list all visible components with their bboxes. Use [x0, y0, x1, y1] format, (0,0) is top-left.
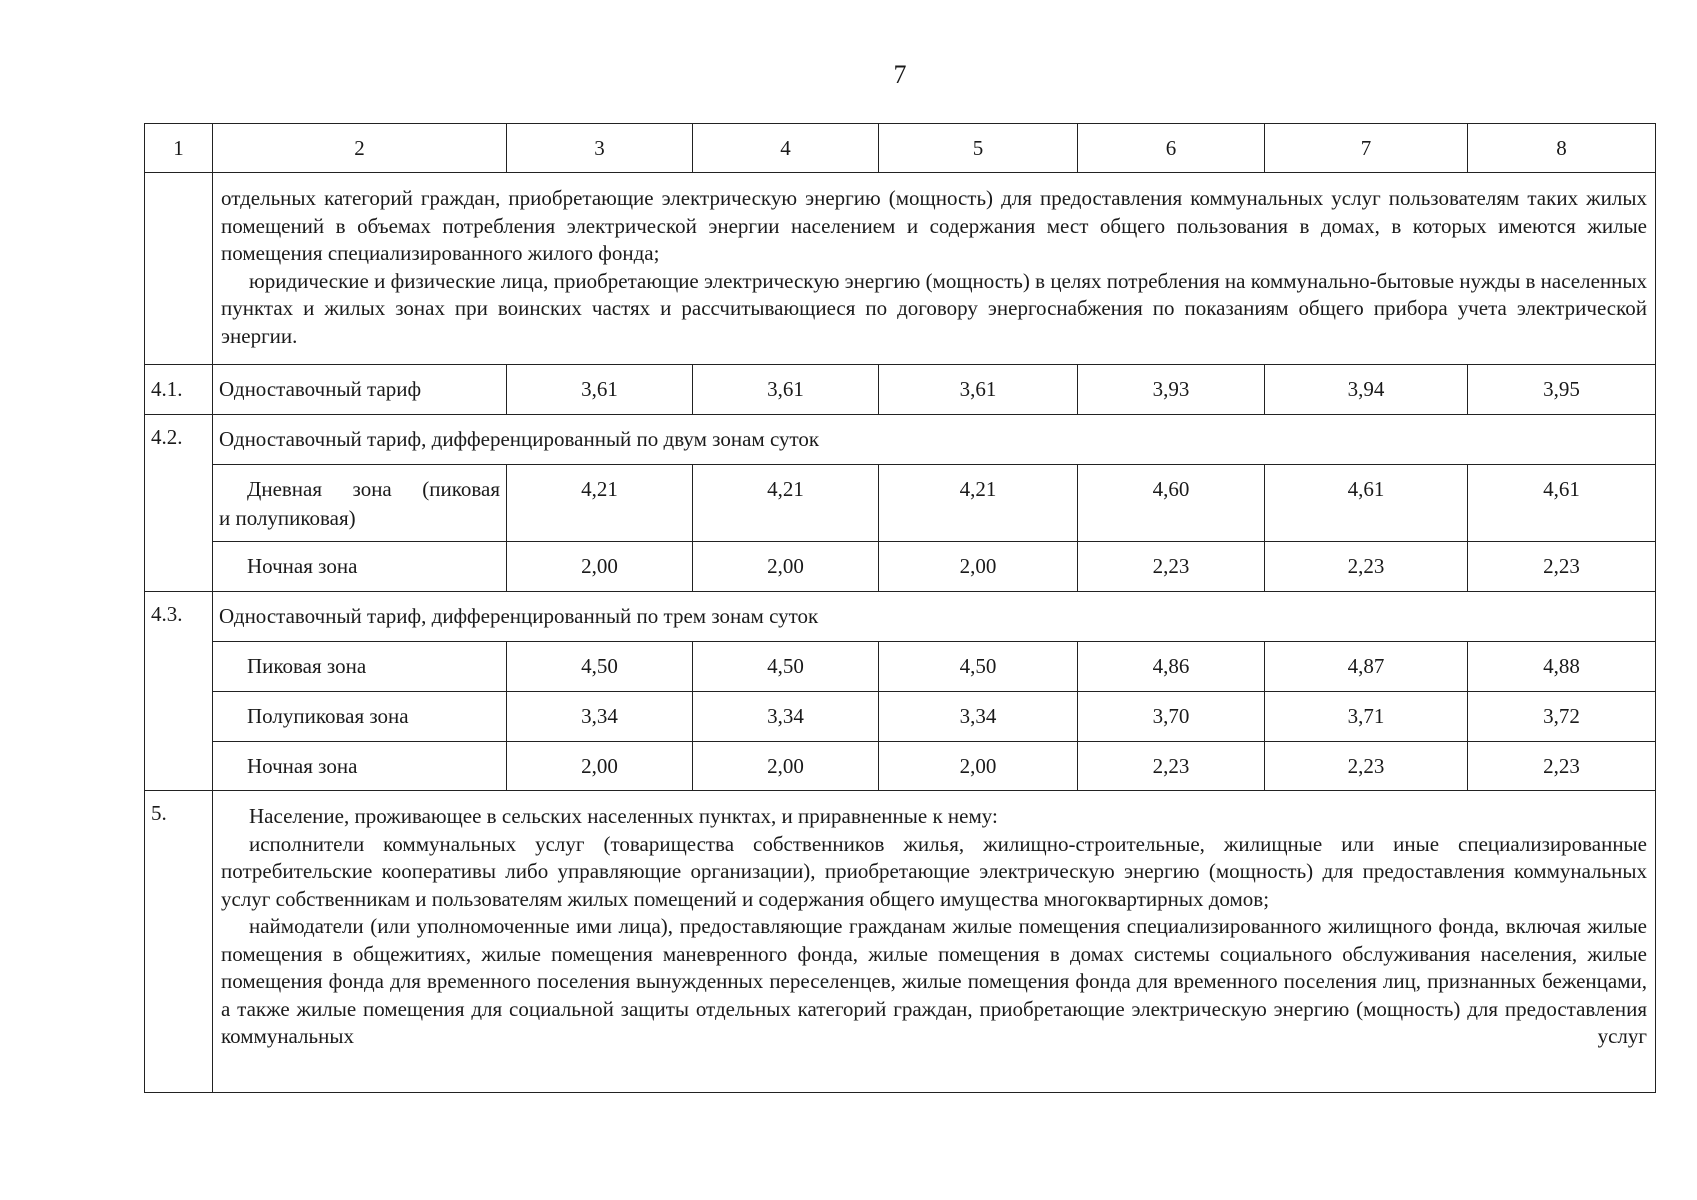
row-4-2-night [145, 542, 1656, 592]
tariff-value: 3,34 [879, 692, 1078, 742]
row-number: 5. [145, 791, 213, 1093]
tariff-value: 3,71 [1265, 692, 1468, 742]
zone-label-half-peak: Полупиковая зона [213, 692, 507, 742]
tariff-value: 3,95 [1468, 365, 1656, 415]
tariff-value: 2,23 [1078, 542, 1265, 592]
row-4-3-night [145, 742, 1656, 791]
tariff-value: 2,23 [1265, 742, 1468, 791]
tariff-value: 3,72 [1468, 692, 1656, 742]
row-4-3-half-peak [145, 692, 1656, 742]
row-4-3 [145, 592, 1656, 642]
tariff-value: 2,23 [1265, 542, 1468, 592]
tariff-value: 2,00 [507, 742, 693, 791]
header-cell: 1 [145, 124, 213, 173]
tariff-value: 3,34 [693, 692, 879, 742]
tariff-value: 3,94 [1265, 365, 1468, 415]
row-5-paragraph: исполнители коммунальных услуг (товарищества собственников жилья, жилищно-строительные, жилищные или иные специализированные потребительские кооперативы либо управляющие организации), приобретающие электрическую энергию (мощность) для предоставления коммунальных услуг собственникам и пользователям жилых помещений и содержания общего имущества многоквартирных домов; [221, 831, 1647, 911]
tariff-value: 4,21 [693, 465, 879, 542]
header-cell: 2 [213, 124, 507, 173]
header-cell: 6 [1078, 124, 1265, 173]
row-4-2 [145, 415, 1656, 465]
row-number: 4.1. [145, 365, 213, 415]
zone-label-day [213, 465, 507, 542]
tariff-value: 2,00 [507, 542, 693, 592]
continuation-paragraph: отдельных категорий граждан, приобретающие электрическую энергию (мощность) для предоставления коммунальных услуг пользователям таких жилых помещений в объемах потребления электрической энергии населением и содержания мест общего пользования в домах, в которых имеются жилые помещения специализированного жилого фонда; [221, 186, 1647, 265]
zone-label-peak: Пиковая зона [213, 642, 507, 692]
row-label: Одноставочный тариф [213, 365, 507, 415]
tariff-value: 2,23 [1468, 542, 1656, 592]
tariff-value: 2,23 [1468, 742, 1656, 791]
row-5-text-cell [213, 791, 1656, 1093]
tariff-table [144, 123, 1656, 1093]
tariff-value: 3,61 [693, 365, 879, 415]
row-4-2-day [145, 465, 1656, 542]
tariff-value: 4,21 [507, 465, 693, 542]
tariff-value: 2,00 [879, 742, 1078, 791]
tariff-value: 2,00 [693, 542, 879, 592]
row-number: 4.3. [145, 592, 213, 791]
row-number-cell [145, 173, 213, 365]
tariff-value: 4,50 [507, 642, 693, 692]
tariff-value: 4,61 [1468, 465, 1656, 542]
tariff-value: 3,70 [1078, 692, 1265, 742]
zone-label-line: и полупиковая) [219, 506, 356, 530]
header-cell: 8 [1468, 124, 1656, 173]
tariff-value: 2,00 [693, 742, 879, 791]
tariff-value: 4,21 [879, 465, 1078, 542]
tariff-value: 4,60 [1078, 465, 1265, 542]
row-4-3-peak [145, 642, 1656, 692]
header-cell: 3 [507, 124, 693, 173]
tariff-value: 2,00 [879, 542, 1078, 592]
tariff-value: 3,61 [507, 365, 693, 415]
row-label: Одноставочный тариф, дифференцированный по двум зонам суток [213, 415, 1656, 465]
zone-label-night: Ночная зона [213, 742, 507, 791]
row-label: Одноставочный тариф, дифференцированный по трем зонам суток [213, 592, 1656, 642]
header-cell: 4 [693, 124, 879, 173]
tariff-value: 4,50 [879, 642, 1078, 692]
row-4-1 [145, 365, 1656, 415]
header-cell: 7 [1265, 124, 1468, 173]
tariff-value: 4,87 [1265, 642, 1468, 692]
continuation-row [145, 173, 1656, 365]
row-5-paragraph: наймодатели (или уполномоченные ими лица), предоставляющие гражданам жилые помещения специализированного жилищного фонда, включая жилые помещения в общежитиях, жилые помещения маневренного фонда, жилые помещения в домах системы социального обслуживания населения, жилые помещения фонда для временного поселения вынужденных переселенцев, жилые помещения фонда для временного поселения лиц, признанных беженцами, а также жилые помещения для социальной защиты отдельных категорий граждан, приобретающие электрическую энергию (мощность) для предоставления коммунальных услуг [221, 914, 1647, 1048]
page-number: 7 [893, 60, 907, 89]
tariff-value: 4,61 [1265, 465, 1468, 542]
row-5-paragraph: Население, проживающее в сельских населенных пунктах, и приравненные к нему: [249, 804, 998, 828]
continuation-text-cell [213, 173, 1656, 365]
zone-label-line: Дневная зона (пиковая [247, 477, 500, 501]
tariff-value: 4,50 [693, 642, 879, 692]
tariff-value: 4,86 [1078, 642, 1265, 692]
tariff-value: 4,88 [1468, 642, 1656, 692]
tariff-value: 2,23 [1078, 742, 1265, 791]
zone-label-night: Ночная зона [213, 542, 507, 592]
header-cell: 5 [879, 124, 1078, 173]
header-row [145, 124, 1656, 173]
tariff-value: 3,61 [879, 365, 1078, 415]
tariff-value: 3,93 [1078, 365, 1265, 415]
tariff-value: 3,34 [507, 692, 693, 742]
row-number: 4.2. [145, 415, 213, 592]
row-5 [145, 791, 1656, 1093]
continuation-paragraph: юридические и физические лица, приобретающие электрическую энергию (мощность) в целях потребления на коммунально-бытовые нужды в населенных пунктах и жилых зонах при воинских частях и рассчитывающиеся по договору энергоснабжения по показаниям общего прибора учета электрической энергии. [221, 268, 1647, 348]
